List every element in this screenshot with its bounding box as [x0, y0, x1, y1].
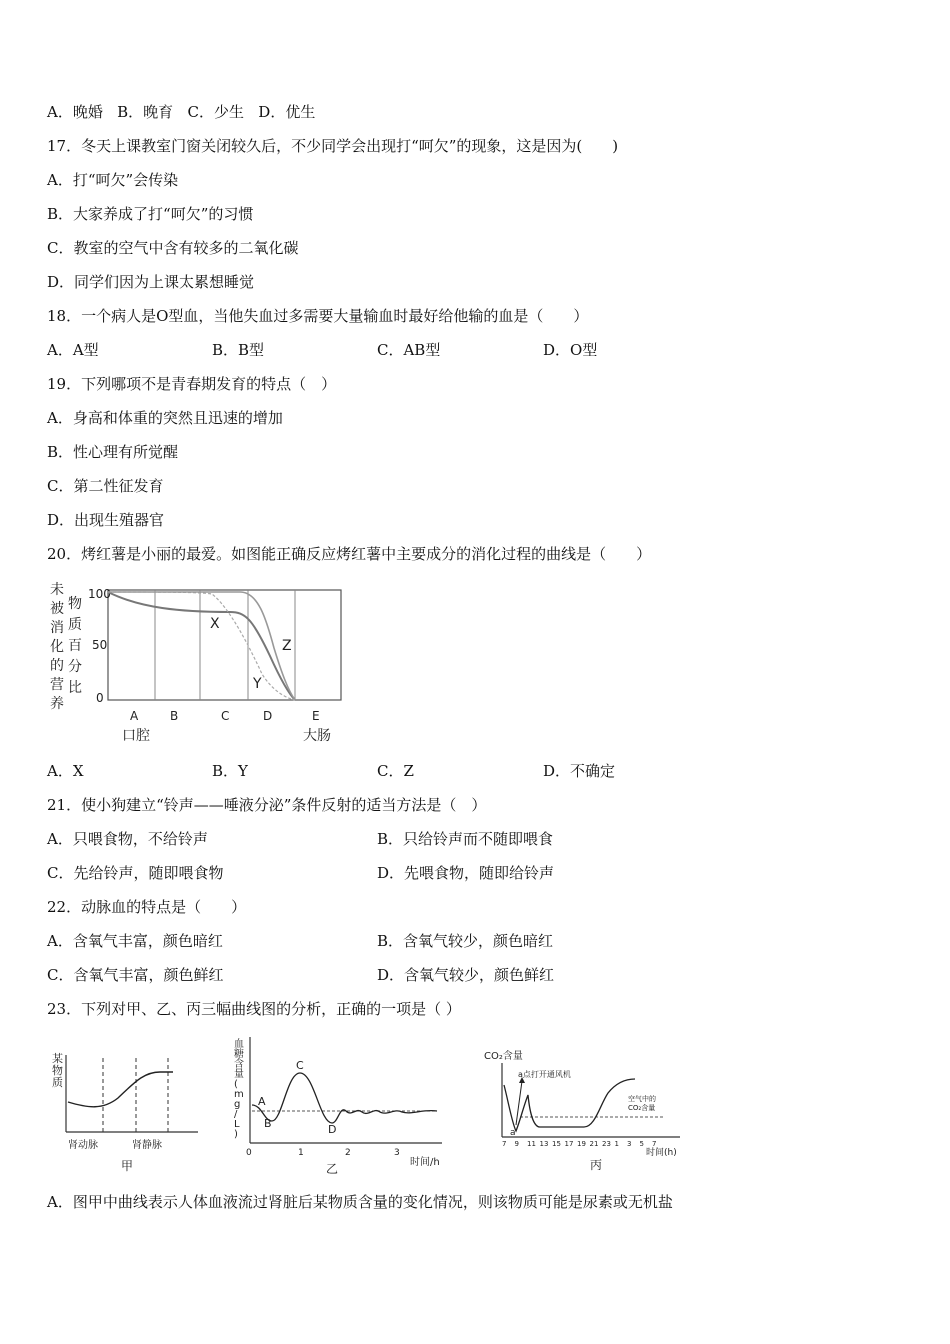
- bing-point-a: a: [510, 1128, 516, 1138]
- yi-xlabel: 时间/h: [410, 1157, 440, 1168]
- figure-ylabel2-text: 物质百分比: [68, 596, 82, 696]
- bing-note-air-1: 空气中的: [628, 1095, 656, 1103]
- q20-option-a: A．X: [47, 762, 84, 780]
- q19-option-d: D．出现生殖器官: [47, 511, 165, 529]
- curve-x: [108, 592, 295, 700]
- jia-caption: 甲: [121, 1159, 134, 1173]
- yi-ylabel: [234, 1038, 244, 1140]
- curve-z: [108, 592, 295, 700]
- q22-option-d: D．含氧气较少，颜色鲜红: [377, 966, 555, 984]
- curve-label-y: Y: [253, 676, 262, 692]
- bing-xlabel: 时间(h): [646, 1148, 677, 1158]
- ytick-100: 100: [88, 587, 111, 601]
- ytick-50: 50: [92, 638, 108, 652]
- q21-stem: 21．使小狗建立“铃声——唾液分泌”条件反射的适当方法是（ ）: [47, 796, 487, 814]
- q17-option-b: B．大家养成了打“呵欠”的习惯: [47, 205, 254, 223]
- q16-option-d: D．优生: [258, 103, 316, 121]
- xnote-mouth: 口腔: [122, 728, 150, 744]
- figure-bing: [480, 1045, 695, 1175]
- q21-option-d: D．先喂食物，随即给铃声: [377, 864, 555, 882]
- q21-option-c: C．先给铃声，随即喂食物: [47, 864, 224, 882]
- xtick-e: E: [312, 709, 320, 723]
- digestion-curve-figure: [40, 578, 350, 748]
- bing-tick: 23: [602, 1140, 611, 1148]
- q19-stem: 19．下列哪项不是青春期发育的特点（ ）: [47, 375, 337, 393]
- xtick-c: C: [221, 709, 230, 723]
- xtick-d: D: [263, 709, 273, 723]
- bing-tick: 19: [577, 1140, 586, 1148]
- bing-tick: 7: [502, 1140, 507, 1148]
- q19-option-a: A．身高和体重的突然且迅速的增加: [47, 409, 283, 427]
- yi-tick-1: 1: [298, 1148, 304, 1158]
- bing-tick: 17: [564, 1140, 574, 1148]
- jia-ylabel-text: 某物质: [52, 1052, 63, 1089]
- bing-tick: 9: [514, 1140, 519, 1148]
- figure-jia: [48, 1050, 208, 1175]
- q16-option-c: C．少生: [187, 103, 244, 121]
- bing-arrow: [516, 1081, 522, 1125]
- q17-option-d: D．同学们因为上课太累想睡觉: [47, 273, 255, 291]
- curve-label-z: Z: [282, 638, 292, 654]
- yi-caption: 乙: [326, 1162, 339, 1175]
- jia-ylabel: [52, 1051, 63, 1089]
- bing-tick: 5: [639, 1140, 644, 1148]
- xtick-a: A: [130, 709, 139, 723]
- q19-option-b: B．性心理有所觉醒: [47, 443, 179, 461]
- bing-curve: [504, 1079, 635, 1131]
- q22-stem: 22．动脉血的特点是（ ）: [47, 898, 247, 916]
- q16-option-a: A．晚婚: [47, 103, 103, 121]
- q19-option-c: C．第二性征发育: [47, 477, 164, 495]
- yi-point-c: C: [296, 1059, 304, 1072]
- q22-option-c: C．含氧气丰富，颜色鲜红: [47, 966, 224, 984]
- xnote-large-intestine: 大肠: [303, 728, 331, 744]
- xtick-b: B: [170, 709, 179, 723]
- q21-option-b: B．只给铃声而不随即喂食: [377, 830, 554, 848]
- q23-option-a: A．图甲中曲线表示人体血液流过肾脏后某物质含量的变化情况，则该物质可能是尿素或无机盐: [47, 1193, 673, 1211]
- q20-option-b: B．Y: [212, 762, 248, 780]
- q17-option-a: A．打“呵欠”会传染: [47, 171, 179, 189]
- q17-option-c: C．教室的空气中含有较多的二氧化碳: [47, 239, 299, 257]
- yi-tick-0: 0: [246, 1148, 252, 1158]
- figure-ylabel2: [68, 595, 82, 696]
- bing-tick: 3: [627, 1140, 632, 1148]
- bing-caption: 丙: [590, 1158, 603, 1172]
- q22-option-a: A．含氧气丰富，颜色暗红: [47, 932, 223, 950]
- q23-stem: 23．下列对甲、乙、丙三幅曲线图的分析，正确的一项是（ ）: [47, 1000, 461, 1018]
- q20-stem: 20．烤红薯是小丽的最爱。如图能正确反应烤红薯中主要成分的消化过程的曲线是（ ）: [47, 545, 652, 563]
- q18-option-c: C．AB型: [377, 341, 441, 359]
- figure-yi: [232, 1033, 452, 1175]
- q20-option-d: D．不确定: [543, 762, 616, 780]
- yi-curve: [252, 1073, 437, 1123]
- jia-x1: 肾动脉: [68, 1140, 98, 1151]
- jia-x2: 肾静脉: [132, 1140, 162, 1151]
- yi-tick-3: 3: [394, 1148, 400, 1158]
- yi-point-d: D: [328, 1123, 337, 1136]
- q16-options: [47, 102, 315, 122]
- q16-option-b: B．晚育: [117, 103, 174, 121]
- curve-y: [108, 592, 295, 700]
- q21-option-a: A．只喂食物，不给铃声: [47, 830, 208, 848]
- jia-curve: [68, 1072, 173, 1107]
- q17-stem: 17．冬天上课教室门窗关闭较久后，不少同学会出现打“呵欠”的现象，这是因为( ): [47, 137, 619, 155]
- bing-tick: 21: [589, 1140, 599, 1148]
- bing-ylabel: CO₂含量: [484, 1051, 523, 1062]
- q18-stem: 18．一个病人是O型血，当他失血过多需要大量输血时最好给他输的血是（ ）: [47, 307, 589, 325]
- q18-option-d: D．O型: [543, 341, 598, 359]
- bing-tick: 7: [652, 1140, 657, 1148]
- q22-option-b: B．含氧气较少，颜色暗红: [377, 932, 554, 950]
- q20-option-c: C．Z: [377, 762, 414, 780]
- yi-point-a: A: [258, 1095, 266, 1108]
- ytick-0: 0: [96, 691, 104, 705]
- bing-tick: 11: [527, 1140, 536, 1148]
- bing-note-fan: a点打开通风机: [518, 1070, 571, 1079]
- figure-ylabel: [50, 581, 64, 712]
- yi-ylabel-text: 血糖含量( m g / L ): [234, 1039, 244, 1140]
- bing-ticks: [502, 1140, 656, 1148]
- q18-option-a: A．A型: [47, 341, 99, 359]
- q18-option-b: B．B型: [212, 341, 265, 359]
- bing-tick: 1: [614, 1140, 619, 1148]
- bing-note-air-2: CO₂含量: [628, 1104, 656, 1112]
- yi-point-b: B: [264, 1117, 272, 1130]
- figure-ylabel-text: 未被消化的营养: [50, 582, 64, 712]
- bing-tick: 15: [552, 1140, 561, 1148]
- bing-tick: 13: [539, 1140, 549, 1148]
- curve-label-x: X: [210, 616, 220, 632]
- yi-tick-2: 2: [345, 1148, 351, 1158]
